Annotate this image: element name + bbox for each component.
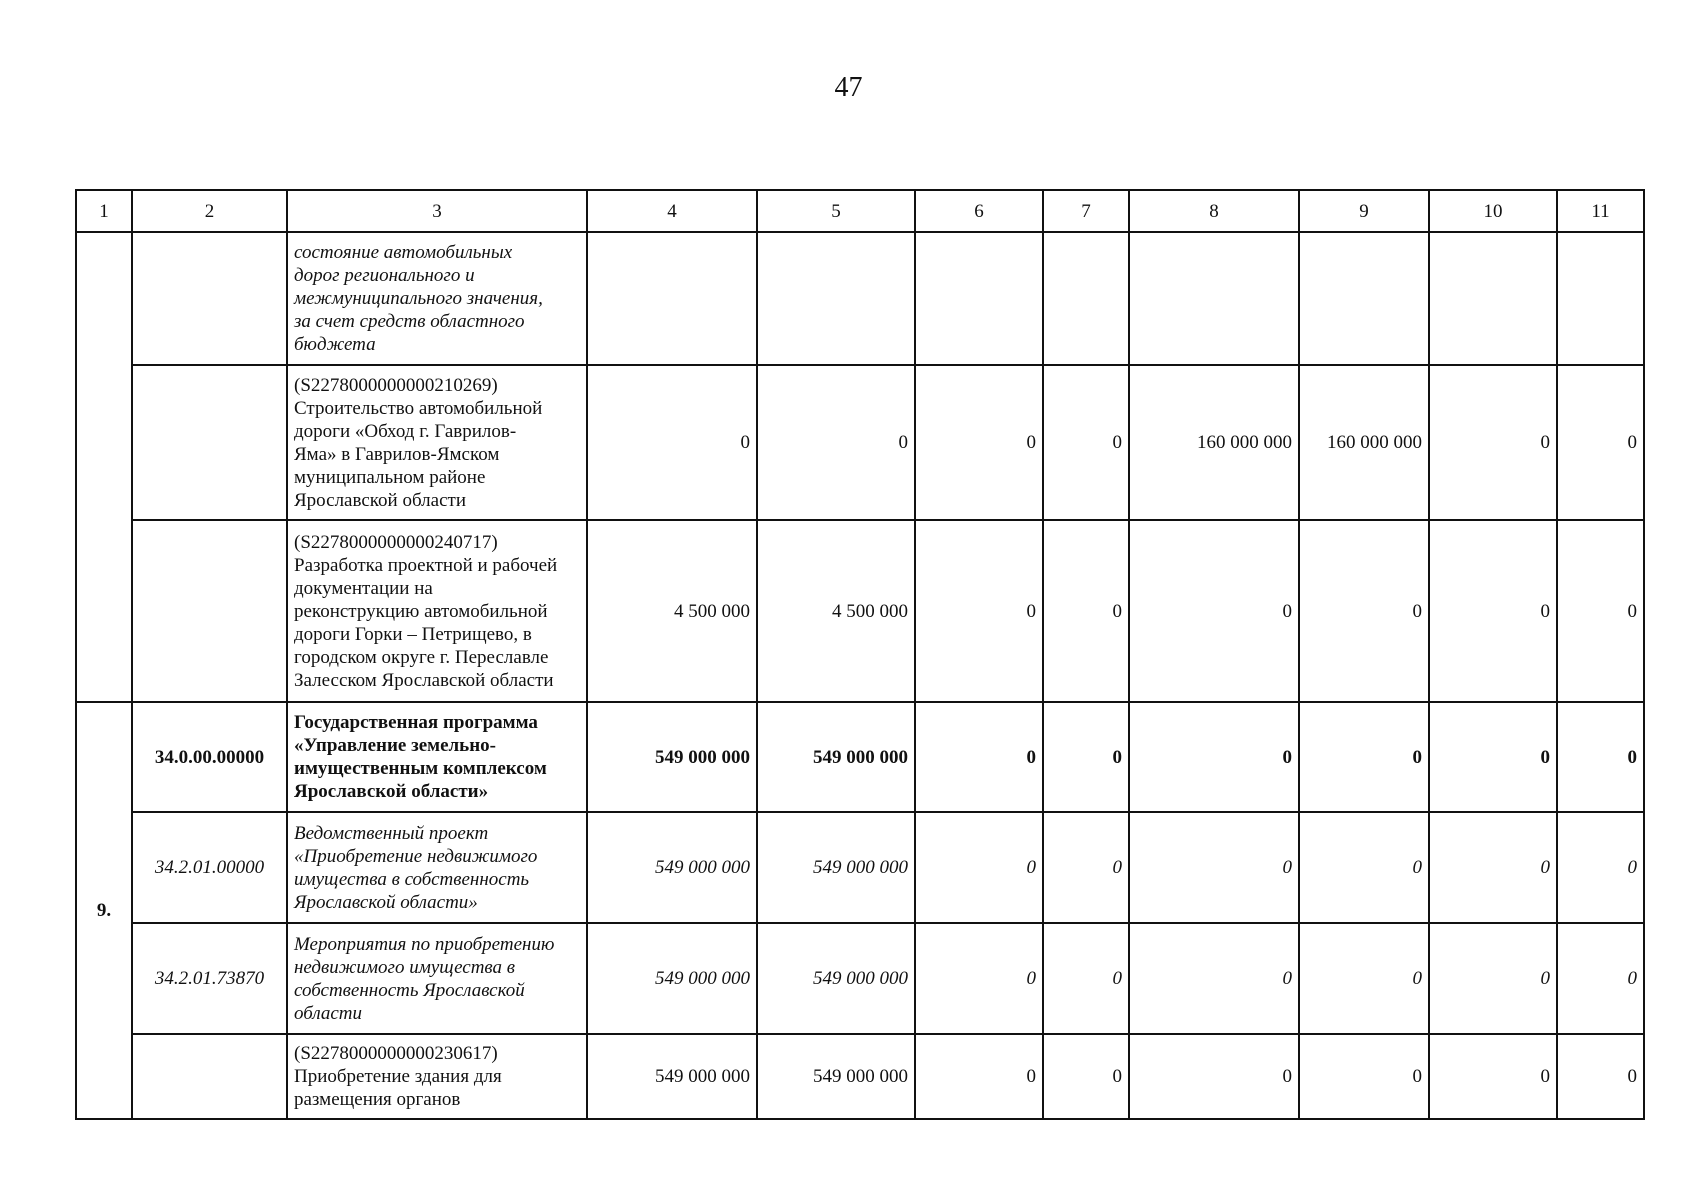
value-cell: 0: [1557, 1034, 1644, 1119]
header-row: [76, 190, 1644, 232]
value-cell: 0: [915, 702, 1043, 812]
value-cell: 0: [1043, 812, 1129, 923]
value-cell: 0: [1429, 365, 1557, 520]
value-cell: 0: [1043, 702, 1129, 812]
col-header-3: 3: [287, 190, 587, 232]
value-cell: 0: [915, 365, 1043, 520]
col-header-6: 6: [915, 190, 1043, 232]
table-row: [76, 923, 1644, 1034]
value-cell: 0: [915, 923, 1043, 1034]
value-cell: 549 000 000: [587, 1034, 757, 1119]
table-row: [76, 702, 1644, 812]
value-cell: 549 000 000: [757, 923, 915, 1034]
value-cell: 0: [1129, 702, 1299, 812]
col-header-9: 9: [1299, 190, 1429, 232]
col-header-5: 5: [757, 190, 915, 232]
value-cell: 4 500 000: [757, 520, 915, 702]
value-cell: 0: [1043, 1034, 1129, 1119]
description-cell: Государственная программа «Управление земельно- имущественным комплексом Ярославской области»: [287, 702, 587, 812]
table-row: [76, 365, 1644, 520]
value-cell: 0: [1299, 520, 1429, 702]
value-cell: 0: [1299, 702, 1429, 812]
value-cell: 0: [1429, 923, 1557, 1034]
table-row: [76, 1034, 1644, 1119]
value-cell: [1429, 232, 1557, 365]
value-cell: 0: [1299, 812, 1429, 923]
value-cell: 0: [1043, 520, 1129, 702]
value-cell: [1299, 232, 1429, 365]
value-cell: 0: [1129, 923, 1299, 1034]
col-header-2: 2: [132, 190, 287, 232]
col-header-4: 4: [587, 190, 757, 232]
value-cell: 549 000 000: [587, 923, 757, 1034]
description-cell: (S2278000000000230617) Приобретение здания для размещения органов: [287, 1034, 587, 1119]
value-cell: 0: [1429, 1034, 1557, 1119]
value-cell: 0: [757, 365, 915, 520]
description-cell: Мероприятия по приобретению недвижимого имущества в собственность Ярославской области: [287, 923, 587, 1034]
value-cell: 0: [1429, 702, 1557, 812]
budget-table: [75, 189, 1645, 1120]
value-cell: [1043, 232, 1129, 365]
value-cell: 0: [1043, 923, 1129, 1034]
value-cell: 0: [1557, 520, 1644, 702]
code-cell: 34.0.00.00000: [132, 702, 287, 812]
table-row: [76, 520, 1644, 702]
value-cell: 160 000 000: [1299, 365, 1429, 520]
value-cell: [915, 232, 1043, 365]
code-cell: 34.2.01.00000: [132, 812, 287, 923]
value-cell: [1557, 232, 1644, 365]
code-cell: [132, 232, 287, 365]
row-index-cell: 9.: [76, 702, 132, 1119]
table-row: [76, 812, 1644, 923]
code-cell: [132, 520, 287, 702]
code-cell: [132, 1034, 287, 1119]
value-cell: 0: [1129, 1034, 1299, 1119]
page-number: 47: [834, 72, 863, 103]
description-cell: Ведомственный проект «Приобретение недвижимого имущества в собственность Ярославской области»: [287, 812, 587, 923]
col-header-7: 7: [1043, 190, 1129, 232]
value-cell: 549 000 000: [587, 812, 757, 923]
value-cell: 0: [915, 520, 1043, 702]
value-cell: 0: [1299, 923, 1429, 1034]
value-cell: 0: [1043, 365, 1129, 520]
value-cell: [757, 232, 915, 365]
value-cell: 0: [1557, 702, 1644, 812]
col-header-1: 1: [76, 190, 132, 232]
value-cell: 0: [1129, 520, 1299, 702]
value-cell: 4 500 000: [587, 520, 757, 702]
value-cell: 0: [1557, 923, 1644, 1034]
value-cell: 549 000 000: [757, 702, 915, 812]
value-cell: 0: [1557, 365, 1644, 520]
value-cell: 0: [1557, 812, 1644, 923]
col-header-8: 8: [1129, 190, 1299, 232]
description-cell: (S2278000000000240717) Разработка проектной и рабочей документации на реконструкцию автомобильной дороги Горки – Петрищево, в городском округе г. Переславле Залесском Ярославской области: [287, 520, 587, 702]
value-cell: [587, 232, 757, 365]
col-header-11: 11: [1557, 190, 1644, 232]
value-cell: 160 000 000: [1129, 365, 1299, 520]
value-cell: 549 000 000: [757, 812, 915, 923]
row-index-cell: [76, 232, 132, 702]
code-cell: [132, 365, 287, 520]
value-cell: 549 000 000: [587, 702, 757, 812]
code-cell: 34.2.01.73870: [132, 923, 287, 1034]
col-header-10: 10: [1429, 190, 1557, 232]
value-cell: 0: [915, 812, 1043, 923]
value-cell: [1129, 232, 1299, 365]
value-cell: 0: [1429, 520, 1557, 702]
value-cell: 0: [1129, 812, 1299, 923]
table-row: [76, 232, 1644, 365]
description-cell: (S2278000000000210269) Строительство автомобильной дороги «Обход г. Гаврилов- Яма» в Гаврилов-Ямском муниципальном районе Ярославской области: [287, 365, 587, 520]
value-cell: 0: [1299, 1034, 1429, 1119]
description-cell: состояние автомобильных дорог регионального и межмуниципального значения, за счет средств областного бюджета: [287, 232, 587, 365]
value-cell: 0: [1429, 812, 1557, 923]
value-cell: 0: [587, 365, 757, 520]
value-cell: 0: [915, 1034, 1043, 1119]
value-cell: 549 000 000: [757, 1034, 915, 1119]
